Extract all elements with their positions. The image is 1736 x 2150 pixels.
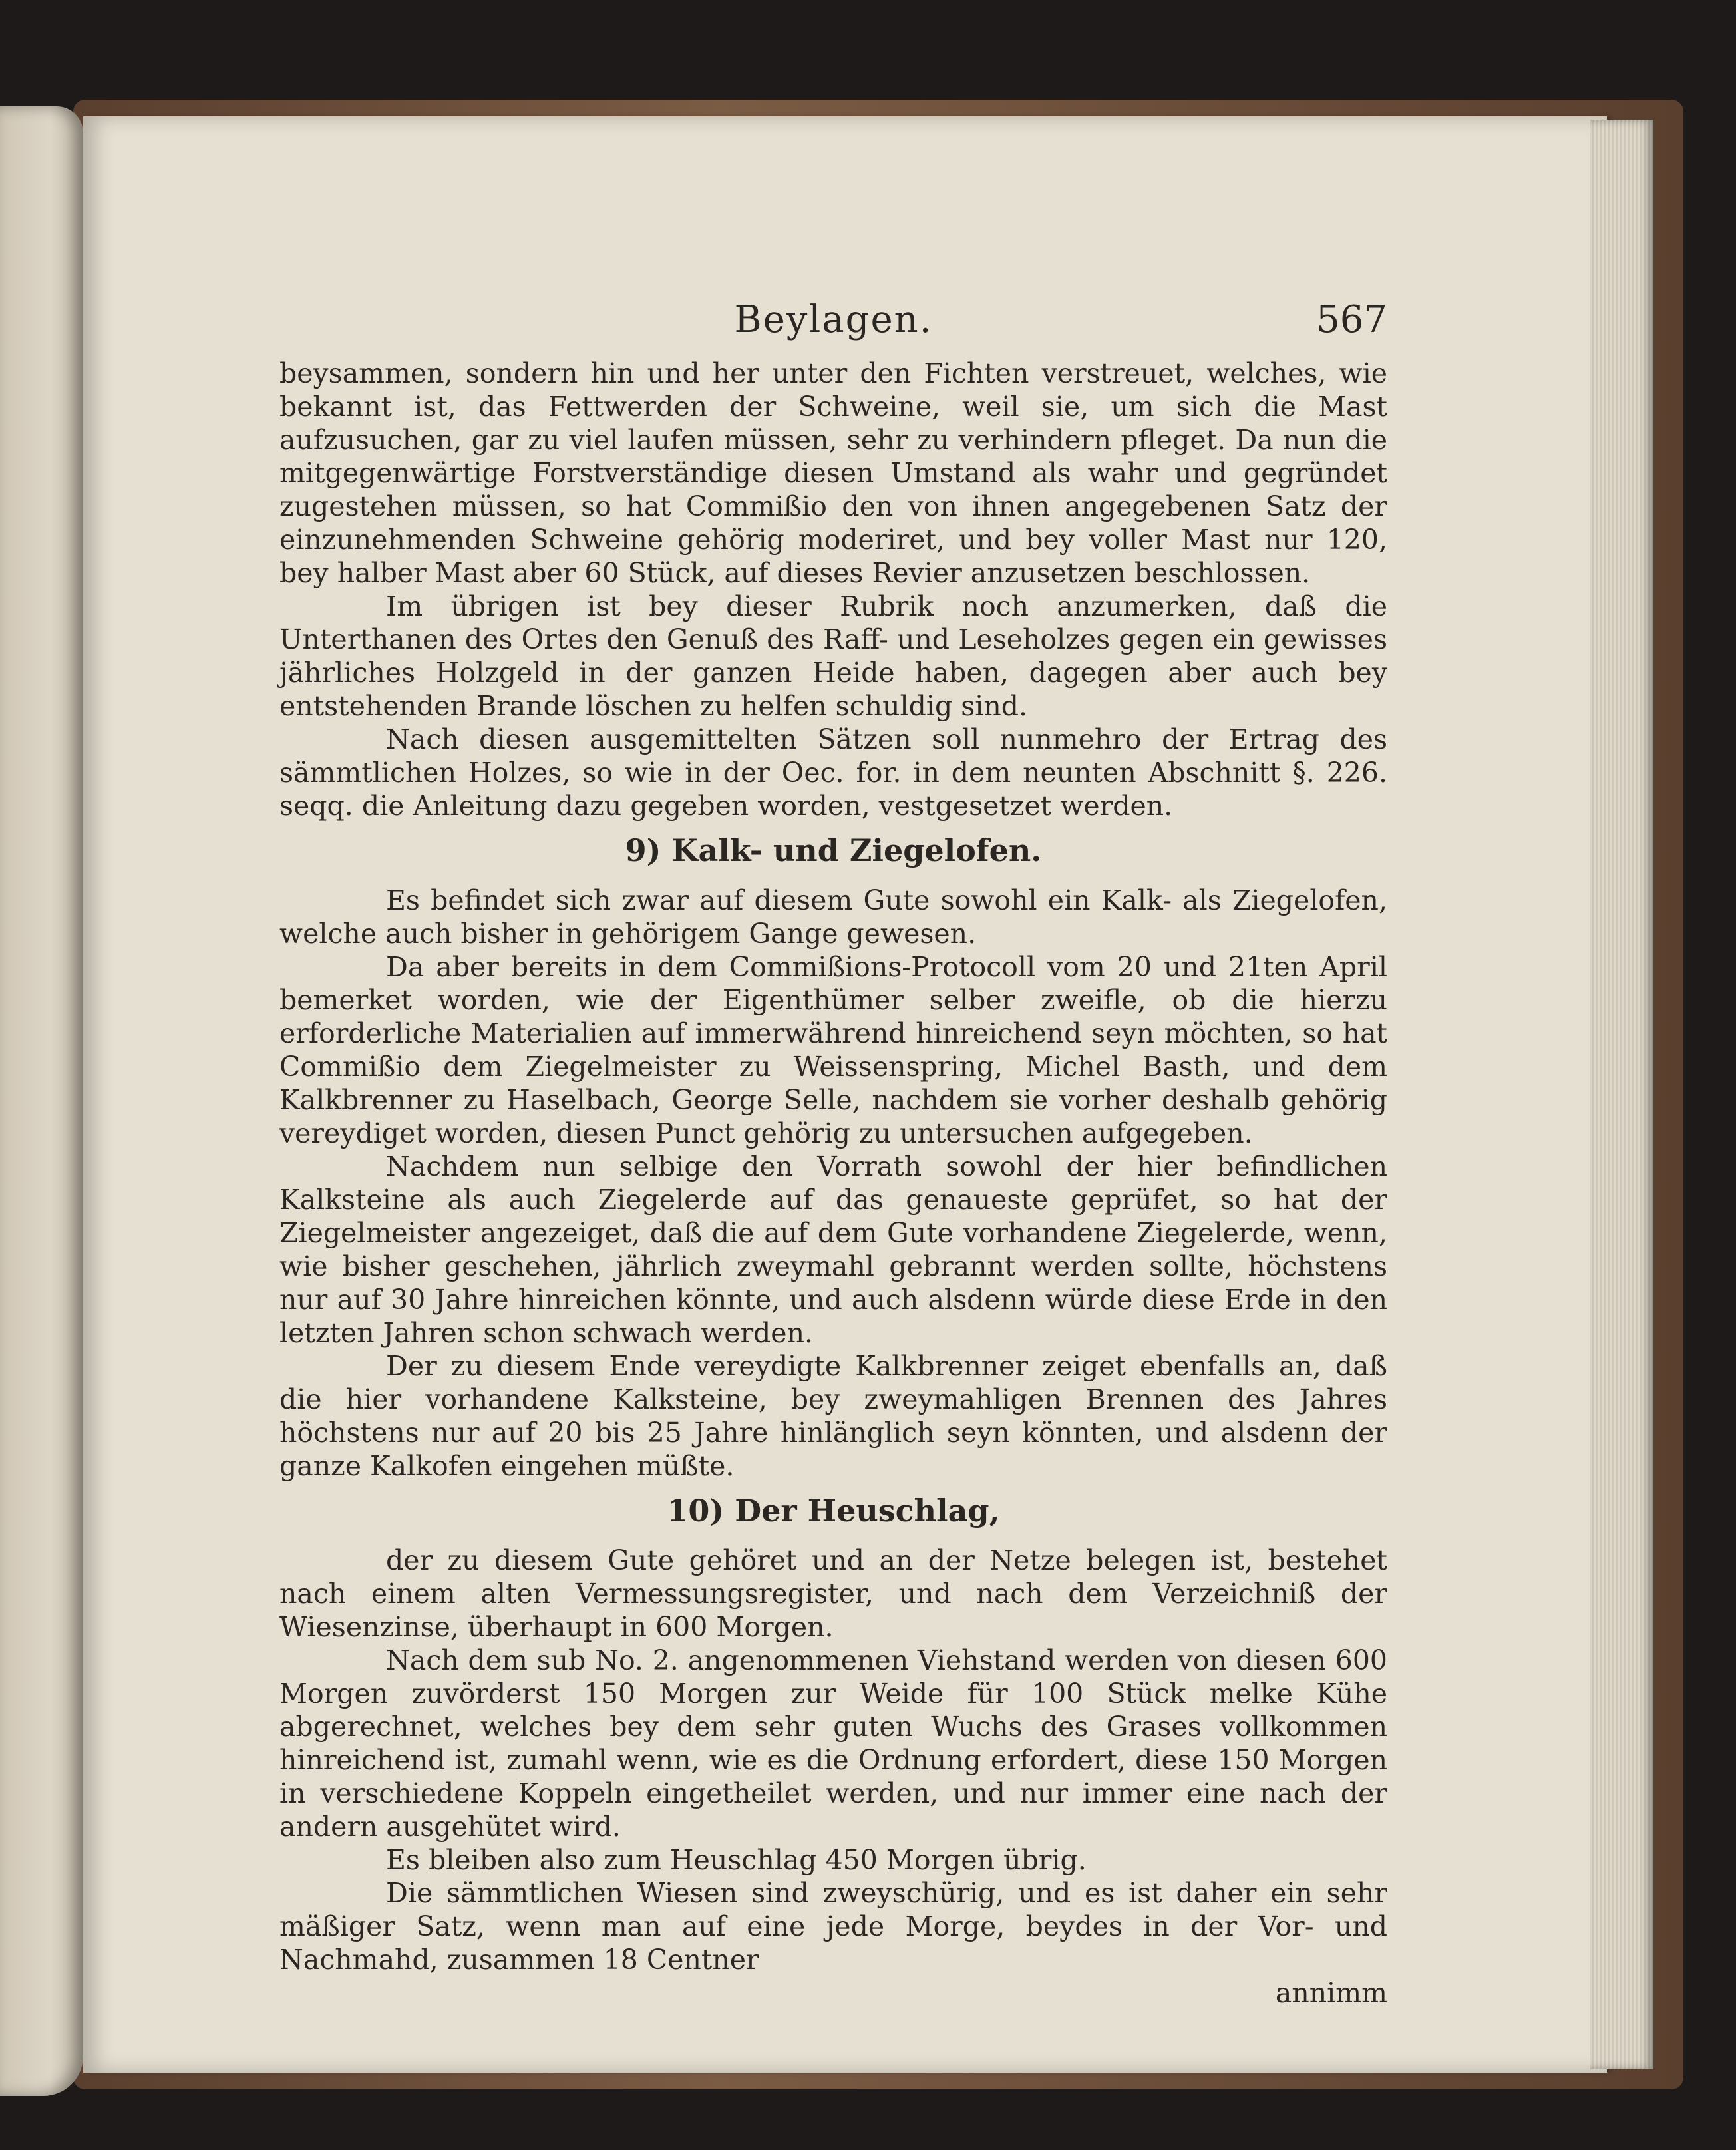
catchword: annimm xyxy=(1275,1977,1387,2009)
paragraph: der zu diesem Gute gehöret und an der Netze belegen ist, bestehet nach einem alten Vermessungsregister, und nach dem Verzeichniß der Wiesenzinse, überhaupt in 600 Morgen. xyxy=(279,1544,1387,1643)
paragraph: beysammen, sondern hin und her unter den Fichten verstreuet, welches, wie bekannt ist, das Fettwerden der Schweine, weil sie, um sich die Mast aufzusuchen, gar zu viel laufen müssen, sehr zu verhindern pfleget. Da nun die mitgegenwärtige Forstverständige diesen Umstand als wahr und gegründet zugestehen müssen, so hat Commißio den von ihnen angegebenen Satz der einzunehmenden Schweine gehörig moderiret, und bey voller Mast nur 120, bey halber Mast aber 60 Stück, auf dieses Revier anzusetzen beschlossen. xyxy=(279,357,1387,589)
paragraph: Der zu diesem Ende vereydigte Kalkbrenner zeiget ebenfalls an, daß die hier vorhandene Kalksteine, bey zweymahligen Brennen des Jahres höchstens nur auf 20 bis 25 Jahre hinlänglich seyn könnten, und alsdenn der ganze Kalkofen eingehen müßte. xyxy=(279,1350,1387,1482)
paragraph: Die sämmtlichen Wiesen sind zweyschürig, und es ist daher ein sehr mäßiger Satz, wenn man auf eine jede Morge, beydes in der Vor- und Nachmahd, zusammen 18 Centner xyxy=(279,1877,1387,1976)
page-text xyxy=(279,293,1387,2010)
paragraph: Nach diesen ausgemittelten Sätzen soll nunmehro der Ertrag des sämmtlichen Holzes, so wie in der Oec. for. in dem neunten Abschnitt §. 226. seqq. die Anleitung dazu gegeben worden, vestgesetzet werden. xyxy=(279,723,1387,822)
page-number: 567 xyxy=(1316,298,1387,341)
paragraph: Nachdem nun selbige den Vorrath sowohl der hier befindlichen Kalksteine als auch Ziegelerde auf das genaueste geprüfet, so hat der Ziegelmeister angezeiget, daß die auf dem Gute vorhandene Ziegelerde, wenn, wie bisher geschehen, jährlich zweymahl gebrannt werden sollte, höchstens nur auf 30 Jahre hinreichen könnte, und auch alsdenn würde diese Erde in den letzten Jahren schon schwach werden. xyxy=(279,1151,1387,1349)
paragraph: Nach dem sub No. 2. angenommenen Viehstand werden von diesen 600 Morgen zuvörderst 150 Morgen zur Weide für 100 Stück melke Kühe abgerechnet, welches bey dem sehr guten Wuchs des Grases vollkommen hinreichend ist, zumahl wenn, wie es die Ordnung erfordert, diese 150 Morgen in verschiedene Koppeln eingetheilet werden, und nur immer eine nach der andern ausgehütet wird. xyxy=(279,1644,1387,1843)
page-block-edge xyxy=(1590,120,1653,2069)
running-header xyxy=(279,293,1387,347)
running-title: Beylagen. xyxy=(734,298,933,341)
paragraph: Da aber bereits in dem Commißions-Protocoll vom 20 und 21ten April bemerket worden, wie der Eigenthümer selber zweifle, ob die hierzu erforderliche Materialien auf immerwährend hinreichend seyn möchten, so hat Commißio dem Ziegelmeister zu Weissenspring, Michel Basth, und dem Kalkbrenner zu Haselbach, George Selle, nachdem sie vorher deshalb gehörig vereydiget worden, diesen Punct gehörig zu untersuchen aufgegeben. xyxy=(279,951,1387,1149)
section-heading-10: 10) Der Heuschlag, xyxy=(667,1493,1000,1528)
section-heading-9: 9) Kalk- und Ziegelofen. xyxy=(625,832,1042,868)
paragraph: Im übrigen ist bey dieser Rubrik noch anzumerken, daß die Unterthanen des Ortes den Genuß des Raff- und Leseholzes gegen ein gewisses jährliches Holzgeld in der ganzen Heide haben, dagegen aber auch bey entstehenden Brande löschen zu helfen schuldig sind. xyxy=(279,590,1387,722)
left-page-edge xyxy=(0,106,83,2096)
paragraph: Es bleiben also zum Heuschlag 450 Morgen übrig. xyxy=(386,1844,1087,1876)
paragraph: Es befindet sich zwar auf diesem Gute sowohl ein Kalk- als Ziegelofen, welche auch bisher in gehörigem Gange gewesen. xyxy=(279,884,1387,950)
